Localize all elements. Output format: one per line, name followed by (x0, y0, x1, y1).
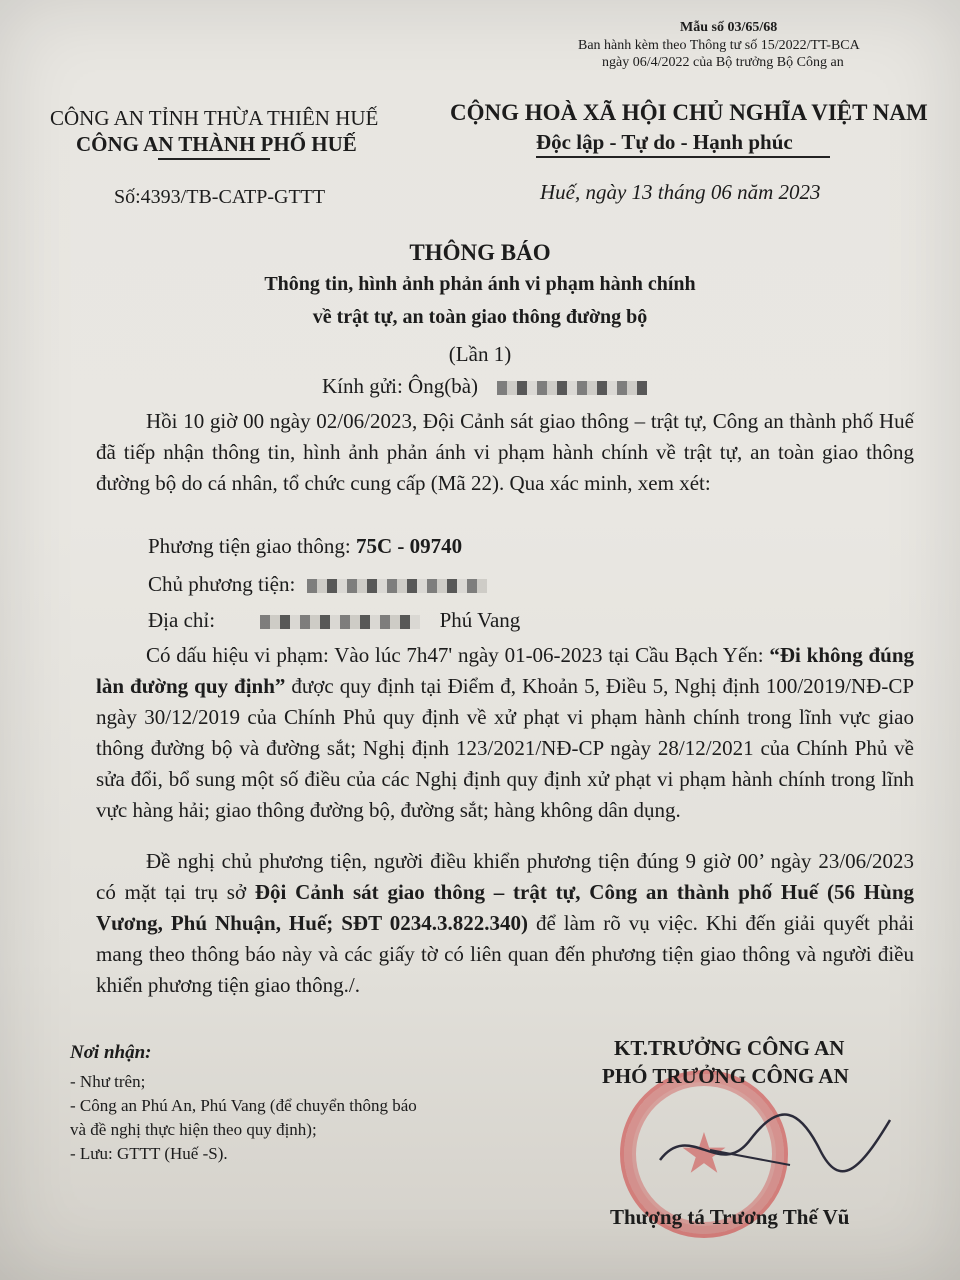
recipient-item: - Lưu: GTTT (Huế -S). (70, 1144, 228, 1163)
address-line (148, 608, 520, 633)
address-district: Phú Vang (439, 608, 521, 632)
violation-legal-basis: được quy định tại Điểm đ, Khoản 5, Điều 5, Nghị định 100/2019/NĐ-CP ngày 30/12/2019 của Chính Phủ quy định về xử phạt vi phạm hành chính trong lĩnh vực giao thông đường bộ và đường sắt; Nghị định 123/2021/NĐ-CP ngày 28/12/2021 của Chính Phủ về sửa đổi, bổ sung một số điều của các Nghị định quy định xử phạt vi phạm hành chính trong lĩnh vực hàng hải; giao thông đường bộ, đường sắt; hàng không dân dụng. (96, 674, 915, 822)
recipient-item: và đề nghị thực hiện theo quy định); (70, 1120, 317, 1139)
request-office: Đội Cảnh sát giao thông – trật tự, Công an thành phố Huế (56 Hùng Vương, Phú Nhuận, Huế; SĐT 0234.3.822.340) (96, 880, 914, 935)
redacted-name (497, 381, 647, 395)
document-title: THÔNG BÁO (409, 240, 551, 265)
violation-paragraph (96, 640, 914, 826)
redacted-owner (307, 579, 487, 593)
motto-underline (536, 156, 830, 158)
addressee-label: Kính gửi: Ông(bà) (322, 374, 479, 398)
issued-line-2: ngày 06/4/2022 của Bộ trưởng Bộ Công an (602, 55, 844, 70)
recipient-item: - Như trên; (70, 1072, 146, 1091)
seal-star-icon: ★ (678, 1121, 730, 1187)
intro-paragraph: Hồi 10 giờ 00 ngày 02/06/2023, Đội Cảnh sát giao thông – trật tự, Công an thành phố Huế đã tiếp nhận thông tin, hình ảnh phản ánh vi phạm hành chính về trật tự, an toàn giao thông đường bộ do cá nhân, tổ chức cung cấp (Mã 22). Qua xác minh, xem xét: (96, 409, 914, 495)
recipient-item: - Công an Phú An, Phú Vang (để chuyển thông báo (70, 1096, 417, 1115)
agency-name: CÔNG AN THÀNH PHỐ HUẾ (76, 132, 357, 156)
national-title: CỘNG HOÀ XÃ HỘI CHỦ NGHĨA VIỆT NAM (450, 100, 928, 125)
document-number: Số:4393/TB-CATP-GTTT (114, 186, 326, 208)
handwritten-signature (650, 1100, 900, 1190)
vehicle-line (148, 534, 462, 559)
notice-times: (Lần 1) (448, 342, 512, 366)
form-number: Mẫu số 03/65/68 (680, 20, 778, 35)
signatory-title-1: KT.TRƯỞNG CÔNG AN (614, 1036, 845, 1060)
place-date: Huế, ngày 13 tháng 06 năm 2023 (540, 180, 821, 204)
request-lead: Đề nghị chủ phương tiện, người điều khiển phương tiện đúng 9 giờ 00’ ngày 23/06/2023 có mặt tại trụ sở (96, 849, 914, 904)
issued-line-1: Ban hành kèm theo Thông tư số 15/2022/TT-BCA (578, 38, 860, 53)
owner-label: Chủ phương tiện: (148, 572, 296, 596)
owner-line (148, 572, 487, 597)
recipients-title: Nơi nhận: (70, 1042, 152, 1063)
redacted-address (260, 615, 420, 629)
national-motto: Độc lập - Tự do - Hạnh phúc (536, 130, 793, 154)
subtitle-line-2: về trật tự, an toàn giao thông đường bộ (312, 306, 648, 328)
vehicle-label: Phương tiện giao thông: (148, 534, 351, 558)
address-label: Địa chỉ: (148, 608, 216, 632)
subtitle-line-1: Thông tin, hình ảnh phản ánh vi phạm hành chính (264, 273, 696, 295)
violation-lead: Có dấu hiệu vi phạm: Vào lúc 7h47' ngày 01-06-2023 tại Cầu Bạch Yến: (146, 643, 764, 667)
vehicle-plate: 75C - 09740 (355, 534, 463, 558)
agency-parent: CÔNG AN TỈNH THỪA THIÊN HUẾ (50, 106, 379, 130)
agency-underline (158, 158, 270, 160)
violation-act: “Đi không đúng làn đường quy định” (96, 643, 914, 698)
request-paragraph (96, 846, 914, 1001)
signatory-title-2: PHÓ TRƯỞNG CÔNG AN (602, 1064, 849, 1088)
request-rest: để làm rõ vụ việc. Khi đến giải quyết phải mang theo thông báo này và các giấy tờ có liên quan đến phương tiện giao thông và người điều khiển phương tiện giao thông./. (96, 911, 915, 997)
signatory-name: Thượng tá Trương Thế Vũ (610, 1205, 850, 1229)
addressee (322, 374, 647, 399)
